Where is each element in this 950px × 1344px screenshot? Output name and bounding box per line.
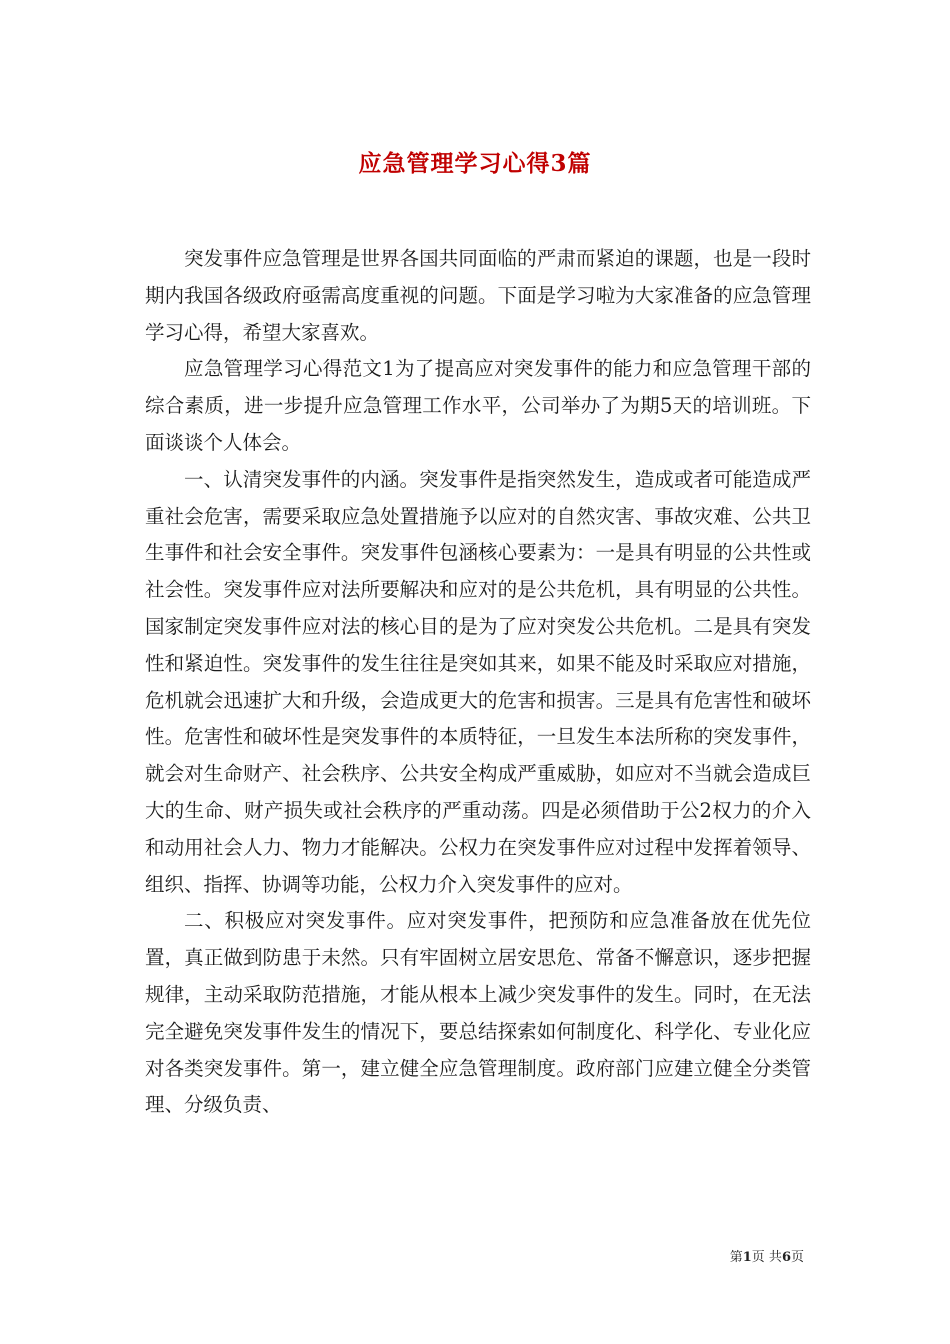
paragraph-sample-1: 应急管理学习心得范文1为了提高应对突发事件的能力和应急管理干部的综合素质，进一步提升应急管理工作水平，公司举办了为期5天的培训班。下面谈谈个人体会。 (145, 357, 811, 454)
paragraph-intro: 突发事件应急管理是世界各国共同面临的严肃而紧迫的课题，也是一段时期内我国各级政府亟需高度重视的问题。下面是学习啦为大家准备的应急管理学习心得，希望大家喜欢。 (145, 247, 811, 344)
paragraph-section-2: 二、积极应对突发事件。应对突发事件，把预防和应急准备放在优先位置，真正做到防患于未然。只有牢固树立居安思危、常备不懈意识，逐步把握规律，主动采取防范措施，才能从根本上减少突发事件的发生。同时，在无法完全避免突发事件发生的情况下，要总结探索如何制度化、科学化、专业化应对各类突发事件。第一，建立健全应急管理制度。政府部门应建立健全分类管理、分级负责、 (145, 909, 811, 1117)
footer-prefix: 第 (729, 1250, 743, 1265)
paragraph-section-1: 一、认清突发事件的内涵。突发事件是指突然发生，造成或者可能造成严重社会危害，需要采取应急处置措施予以应对的自然灾害、事故灾难、公共卫生事件和社会安全事件。突发事件包涵核心要素为：一是具有明显的公共性或社会性。突发事件应对法所要解决和应对的是公共危机，具有明显的公共性。国家制定突发事件应对法的核心目的是为了应对突发公共危机。二是具有突发性和紧迫性。突发事件的发生往往是突如其来，如果不能及时采取应对措施，危机就会迅速扩大和升级，会造成更大的危害和损害。三是具有危害性和破坏性。危害性和破坏性是突发事件的本质特征，一旦发生本法所称的突发事件，就会对生命财产、社会秩序、公共安全构成严重威胁，如应对不当就会造成巨大的生命、财产损失或社会秩序的严重动荡。四是必须借助于公2权力的介入和动用社会人力、物力才能解决。公权力在突发事件应对过程中发挥着领导、组织、指挥、协调等功能，公权力介入突发事件的应对。 (145, 467, 811, 896)
footer-total-pages: 6 (781, 1250, 791, 1265)
document-body (145, 241, 811, 1124)
footer-suffix: 页 (790, 1250, 804, 1265)
footer-page-number: 1 (742, 1250, 752, 1265)
footer-middle: 页 共 (751, 1250, 782, 1265)
page-footer (730, 1249, 804, 1267)
document-title: 应急管理学习心得3篇 (358, 150, 592, 178)
